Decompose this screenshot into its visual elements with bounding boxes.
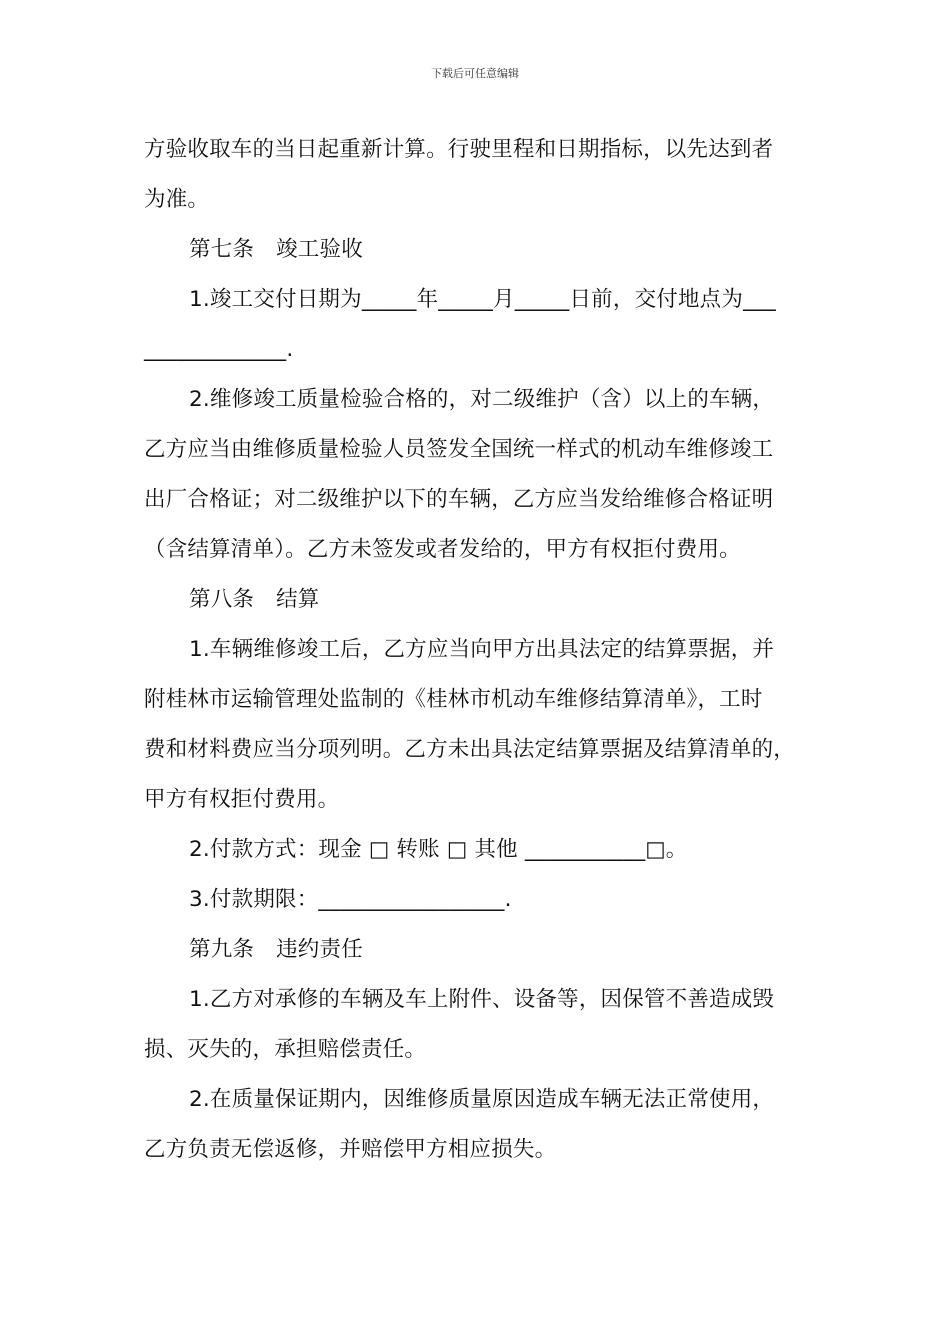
paragraph-line: 2.维修竣工质量检验合格的，对二级维护（含）以上的车辆，: [189, 387, 775, 412]
paragraph-line: 2.在质量保证期内，因维修质量原因造成车辆无法正常使用，: [189, 1087, 775, 1112]
paragraph-line: 1.车辆维修竣工后，乙方应当向甲方出具法定的结算票据，并: [189, 637, 775, 662]
payment-term-line: 3.付款期限：_________________.: [189, 887, 512, 912]
section-heading-article-9: [144, 925, 814, 975]
paragraph-line: 乙方应当由维修质量检验人员签发全国统一样式的机动车维修竣工: [144, 437, 774, 462]
article-number: 第九条: [189, 937, 255, 962]
article-number: 第八条: [189, 587, 255, 612]
paragraph-line: 为准。: [144, 187, 210, 212]
paragraph-line: （含结算清单）。乙方未签发或者发给的，甲方有权拒付费用。: [144, 537, 741, 562]
paragraph-line: 附桂林市运输管理处监制的《桂林市机动车维修结算清单》，工时: [144, 687, 763, 712]
paragraph-line: 甲方有权拒付费用。: [144, 787, 340, 812]
document-body: [144, 125, 814, 1175]
paragraph-line: 1.竣工交付日期为_____年_____月_____日前，交付地点为___: [189, 287, 776, 312]
payment-method-line: 2.付款方式：现金 □ 转账 □ 其他 ___________□。: [189, 837, 688, 862]
section-heading-article-8: [144, 575, 814, 625]
paragraph-line: 乙方负责无偿返修，并赔偿甲方相应损失。: [144, 1137, 557, 1162]
paragraph-line: 方验收取车的当日起重新计算。行驶里程和日期指标，以先达到者: [144, 137, 774, 162]
paragraph-line: 损、灭失的，承担赔偿责任。: [144, 1037, 427, 1062]
article-title: 结算: [276, 587, 320, 612]
paragraph-line: 费和材料费应当分项列明。乙方未出具法定结算票据及结算清单的，: [144, 737, 796, 762]
article-title: 竣工验收: [276, 237, 363, 262]
page-header: 下载后可任意编辑: [431, 67, 519, 80]
paragraph-line: 出厂合格证；对二级维护以下的车辆，乙方应当发给维修合格证明: [144, 487, 774, 512]
article-number: 第七条: [189, 237, 255, 262]
paragraph-line: 1.乙方对承修的车辆及车上附件、设备等，因保管不善造成毁: [189, 987, 775, 1012]
article-title: 违约责任: [276, 937, 363, 962]
paragraph-line: _____________.: [144, 337, 294, 362]
section-heading-article-7: [144, 225, 814, 275]
